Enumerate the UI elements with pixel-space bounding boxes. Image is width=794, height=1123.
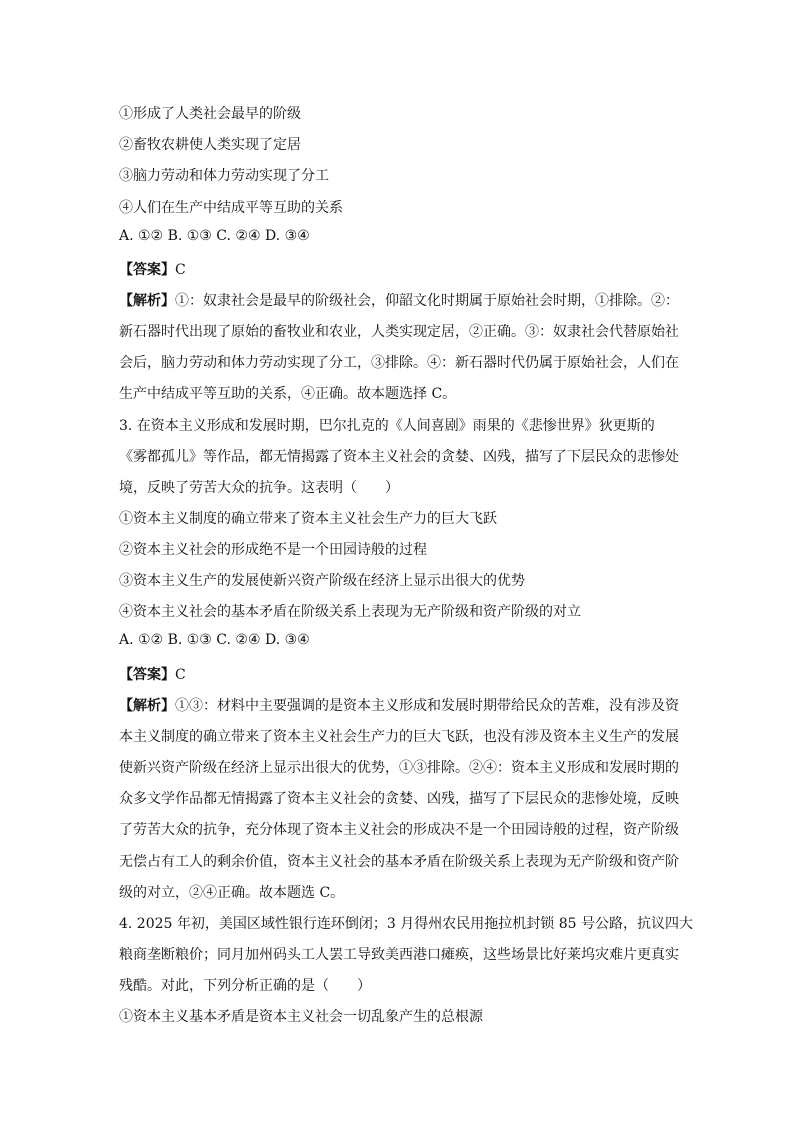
q4-stem-line-1: 4. 2025 年初，美国区域性银行连环倒闭；3 月得州农民用拖拉机封锁 85 号公路，抗议四大 xyxy=(119,916,693,932)
analysis-label: 【解析】 xyxy=(119,698,175,714)
q2-analysis-line-4: 生产中结成平等互助的关系，④正确。故本题选择 C。 xyxy=(119,386,457,402)
q3-option-1: ①资本主义制度的确立带来了资本主义社会生产力的巨大飞跃 xyxy=(119,511,497,527)
answer-value: C xyxy=(175,262,186,278)
answer-label: 【答案】 xyxy=(119,262,175,278)
q2-analysis-line-2: 新石器时代出现了原始的畜牧业和农业，人类实现定居，②正确。③：奴隶社会代替原始社 xyxy=(119,324,679,340)
q3-option-4: ④资本主义社会的基本矛盾在阶级关系上表现为无产阶级和资产阶级的对立 xyxy=(119,604,581,620)
q3-analysis-line-5: 了劳苦大众的抗争，充分体现了资本主义社会的形成决不是一个田园诗般的过程，资产阶级 xyxy=(119,822,679,838)
q2-analysis-line-1 xyxy=(119,290,679,310)
q4-option-1: ①资本主义基本矛盾是资本主义社会一切乱象产生的总根源 xyxy=(119,1009,483,1025)
q4-stem-line-2: 粮商垄断粮价；同月加州码头工人罢工导致美西港口瘫痪，这些场景比好莱坞灾难片更真实 xyxy=(119,947,679,963)
q3-stem-line-1: 3. 在资本主义形成和发展时期，巴尔扎克的《人间喜剧》雨果的《悲惨世界》狄更斯的 xyxy=(119,418,655,434)
q3-analysis-line-7: 级的对立，②④正确。故本题选 C。 xyxy=(119,885,345,901)
q3-analysis-line-2: 本主义制度的确立带来了资本主义社会生产力的巨大飞跃，也没有涉及资本主义生产的发展 xyxy=(119,729,679,745)
q3-analysis-line-4: 众多文学作品都无情揭露了资本主义社会的贪婪、凶残，描写了下层民众的悲惨处境，反映 xyxy=(119,791,679,807)
q3-choices: A. ①② B. ①③ C. ②④ D. ③④ xyxy=(119,632,310,648)
q3-analysis-line-3: 使新兴资产阶级在经济上显示出很大的优势，①③排除。②④：资本主义形成和发展时期的 xyxy=(119,760,679,776)
q4-stem-line-3: 残酷。对此，下列分析正确的是（ ） xyxy=(119,978,371,994)
q2-option-1: ①形成了人类社会最早的阶级 xyxy=(119,106,301,122)
q2-option-3: ③脑力劳动和体力劳动实现了分工 xyxy=(119,168,329,184)
q3-analysis-line-1 xyxy=(119,695,679,715)
analysis-label: 【解析】 xyxy=(119,293,175,309)
q2-choices: A. ①② B. ①③ C. ②④ D. ③④ xyxy=(119,228,310,244)
q3-answer xyxy=(119,664,186,684)
q3-analysis-line-6: 无偿占有工人的剩余价值，资本主义社会的基本矛盾在阶级关系上表现为无产阶级和资产阶 xyxy=(119,854,679,870)
q2-option-2: ②畜牧农耕使人类实现了定居 xyxy=(119,137,301,153)
q3-option-2: ②资本主义社会的形成绝不是一个田园诗般的过程 xyxy=(119,542,427,558)
q3-stem-line-3: 境，反映了劳苦大众的抗争。这表明（ ） xyxy=(119,480,399,496)
q3-stem-line-2: 《雾都孤儿》等作品，都无情揭露了资本主义社会的贪婪、凶残，描写了下层民众的悲惨处 xyxy=(119,449,679,465)
answer-value: C xyxy=(175,667,186,683)
answer-label: 【答案】 xyxy=(119,667,175,683)
analysis-text: ①：奴隶社会是最早的阶级社会，仰韶文化时期属于原始社会时期，①排除。②： xyxy=(175,293,679,309)
q2-option-4: ④人们在生产中结成平等互助的关系 xyxy=(119,200,343,216)
q3-option-3: ③资本主义生产的发展使新兴资产阶级在经济上显示出很大的优势 xyxy=(119,573,525,589)
q2-analysis-line-3: 会后，脑力劳动和体力劳动实现了分工，③排除。④：新石器时代仍属于原始社会，人们在 xyxy=(119,355,679,371)
q2-answer xyxy=(119,259,186,279)
analysis-text: ①③：材料中主要强调的是资本主义形成和发展时期带给民众的苦难，没有涉及资 xyxy=(175,698,679,714)
